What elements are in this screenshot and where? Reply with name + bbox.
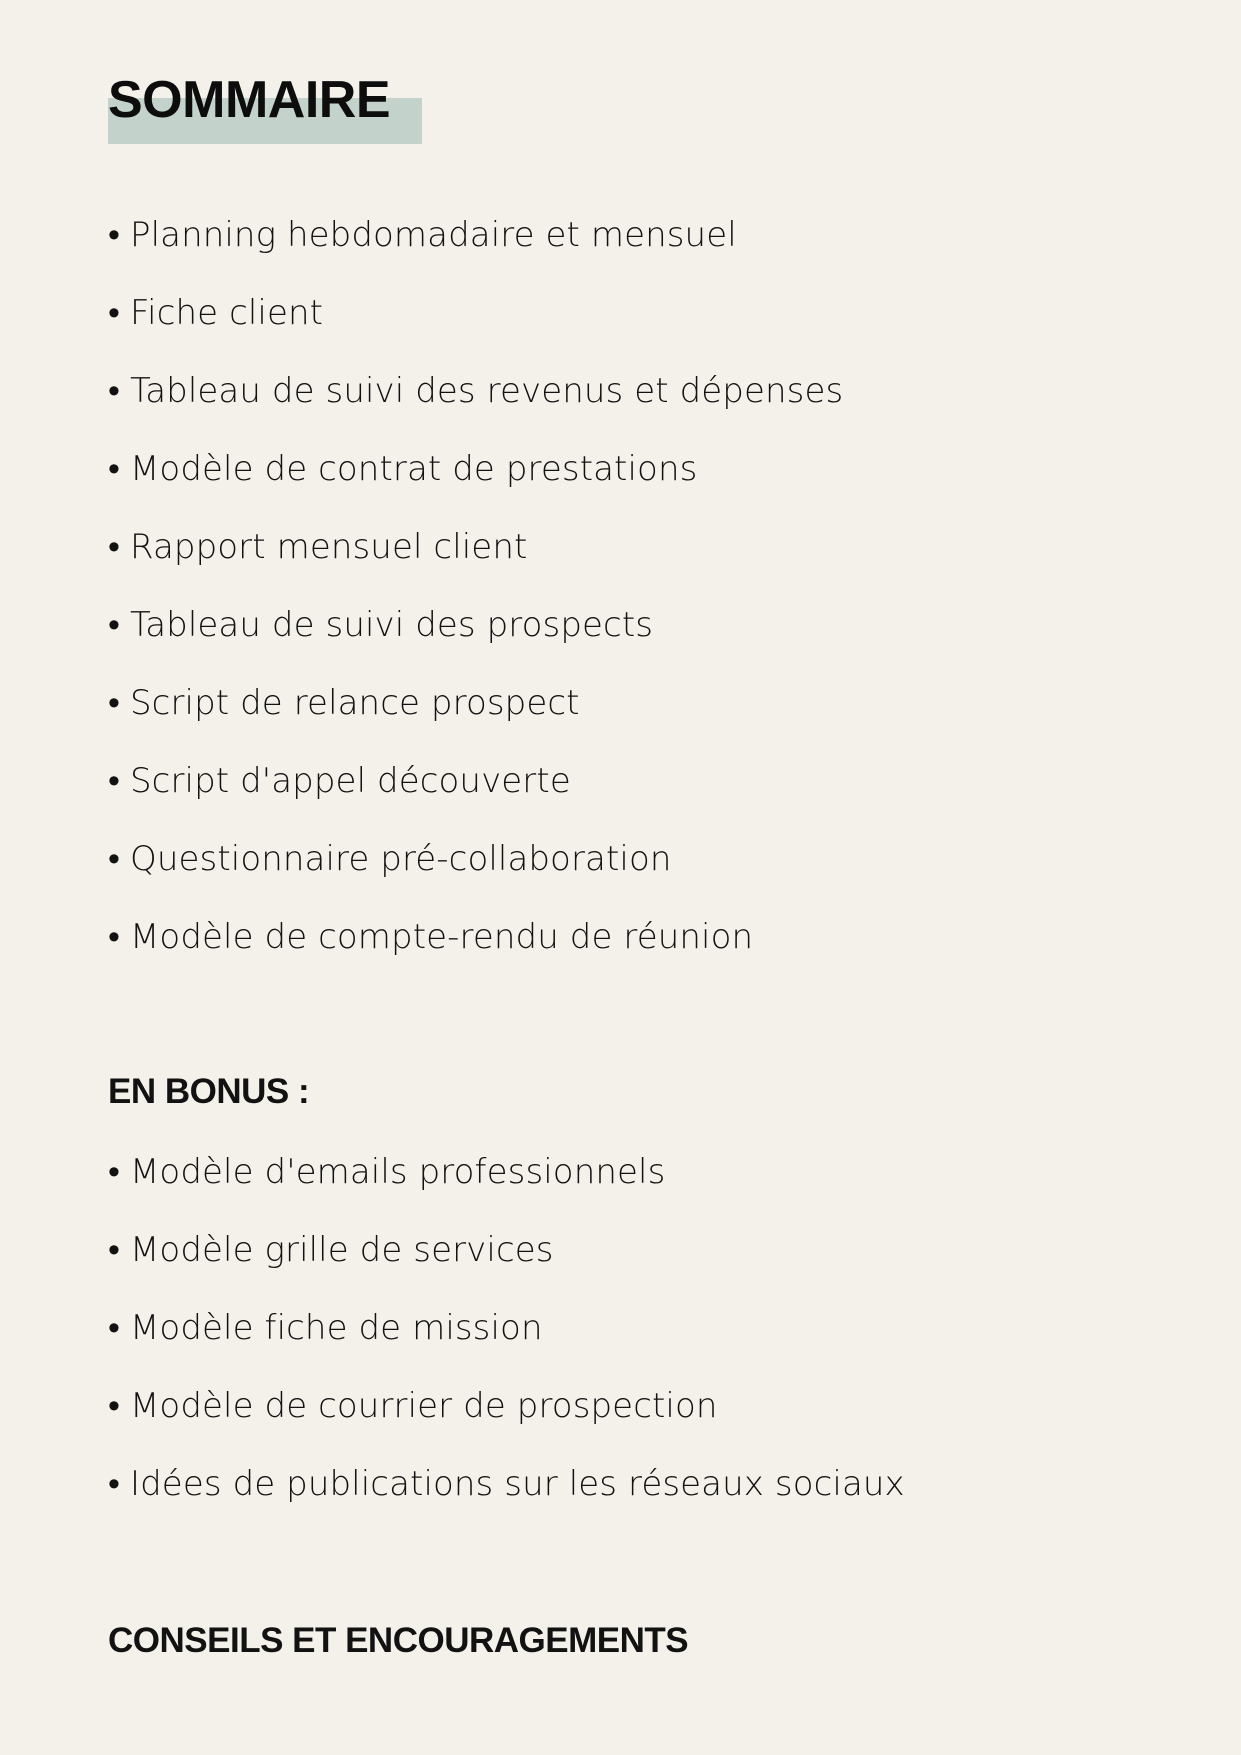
list-item-text: Planning hebdomadaire et mensuel (130, 215, 737, 255)
bullet-icon: • (108, 1230, 121, 1270)
bullet-icon: • (108, 1386, 121, 1426)
list-item-text: Tableau de suivi des revenus et dépenses (130, 371, 844, 411)
list-item (108, 274, 843, 352)
list-item (108, 586, 843, 664)
list-item (108, 1367, 905, 1445)
list-item (108, 742, 843, 820)
list-item (108, 1289, 905, 1367)
list-item (108, 508, 843, 586)
bullet-icon: • (108, 1464, 121, 1504)
list-item (108, 1211, 905, 1289)
list-item-text: Modèle de contrat de prestations (130, 449, 698, 489)
list-item-text: Modèle grille de services (130, 1230, 554, 1270)
list-item-text: Fiche client (130, 293, 324, 333)
bullet-icon: • (108, 605, 121, 645)
bullet-icon: • (108, 1308, 121, 1348)
closing-heading: CONSEILS ET ENCOURAGEMENTS (108, 1621, 689, 1660)
list-item-text: Modèle d'emails professionnels (130, 1152, 666, 1192)
list-item (108, 196, 843, 274)
list-item-text: Script de relance prospect (130, 683, 580, 723)
page-title: SOMMAIRE (108, 71, 390, 129)
list-item-text: Modèle de courrier de prospection (130, 1386, 718, 1426)
list-item (108, 1133, 905, 1211)
title-block (108, 68, 390, 148)
bullet-icon: • (108, 761, 121, 801)
bullet-icon: • (108, 1152, 121, 1192)
list-item-text: Script d'appel découverte (130, 761, 571, 801)
list-item (108, 352, 843, 430)
list-item (108, 898, 843, 976)
list-item (108, 430, 843, 508)
bullet-icon: • (108, 449, 121, 489)
bullet-icon: • (108, 683, 121, 723)
bonus-list (108, 1133, 905, 1523)
bullet-icon: • (108, 215, 121, 255)
bullet-icon: • (108, 839, 121, 879)
bullet-icon: • (108, 527, 121, 567)
contents-list (108, 196, 843, 976)
list-item-text: Modèle fiche de mission (130, 1308, 543, 1348)
list-item-text: Tableau de suivi des prospects (130, 605, 654, 645)
list-item-text: Rapport mensuel client (130, 527, 528, 567)
list-item-text: Modèle de compte-rendu de réunion (130, 917, 754, 957)
list-item (108, 820, 843, 898)
list-item (108, 664, 843, 742)
bullet-icon: • (108, 917, 121, 957)
bullet-icon: • (108, 371, 121, 411)
list-item-text: Questionnaire pré-collaboration (130, 839, 672, 879)
list-item (108, 1445, 905, 1523)
list-item-text: Idées de publications sur les réseaux sociaux (130, 1464, 905, 1504)
bullet-icon: • (108, 293, 121, 333)
bonus-heading: EN BONUS : (108, 1072, 310, 1111)
